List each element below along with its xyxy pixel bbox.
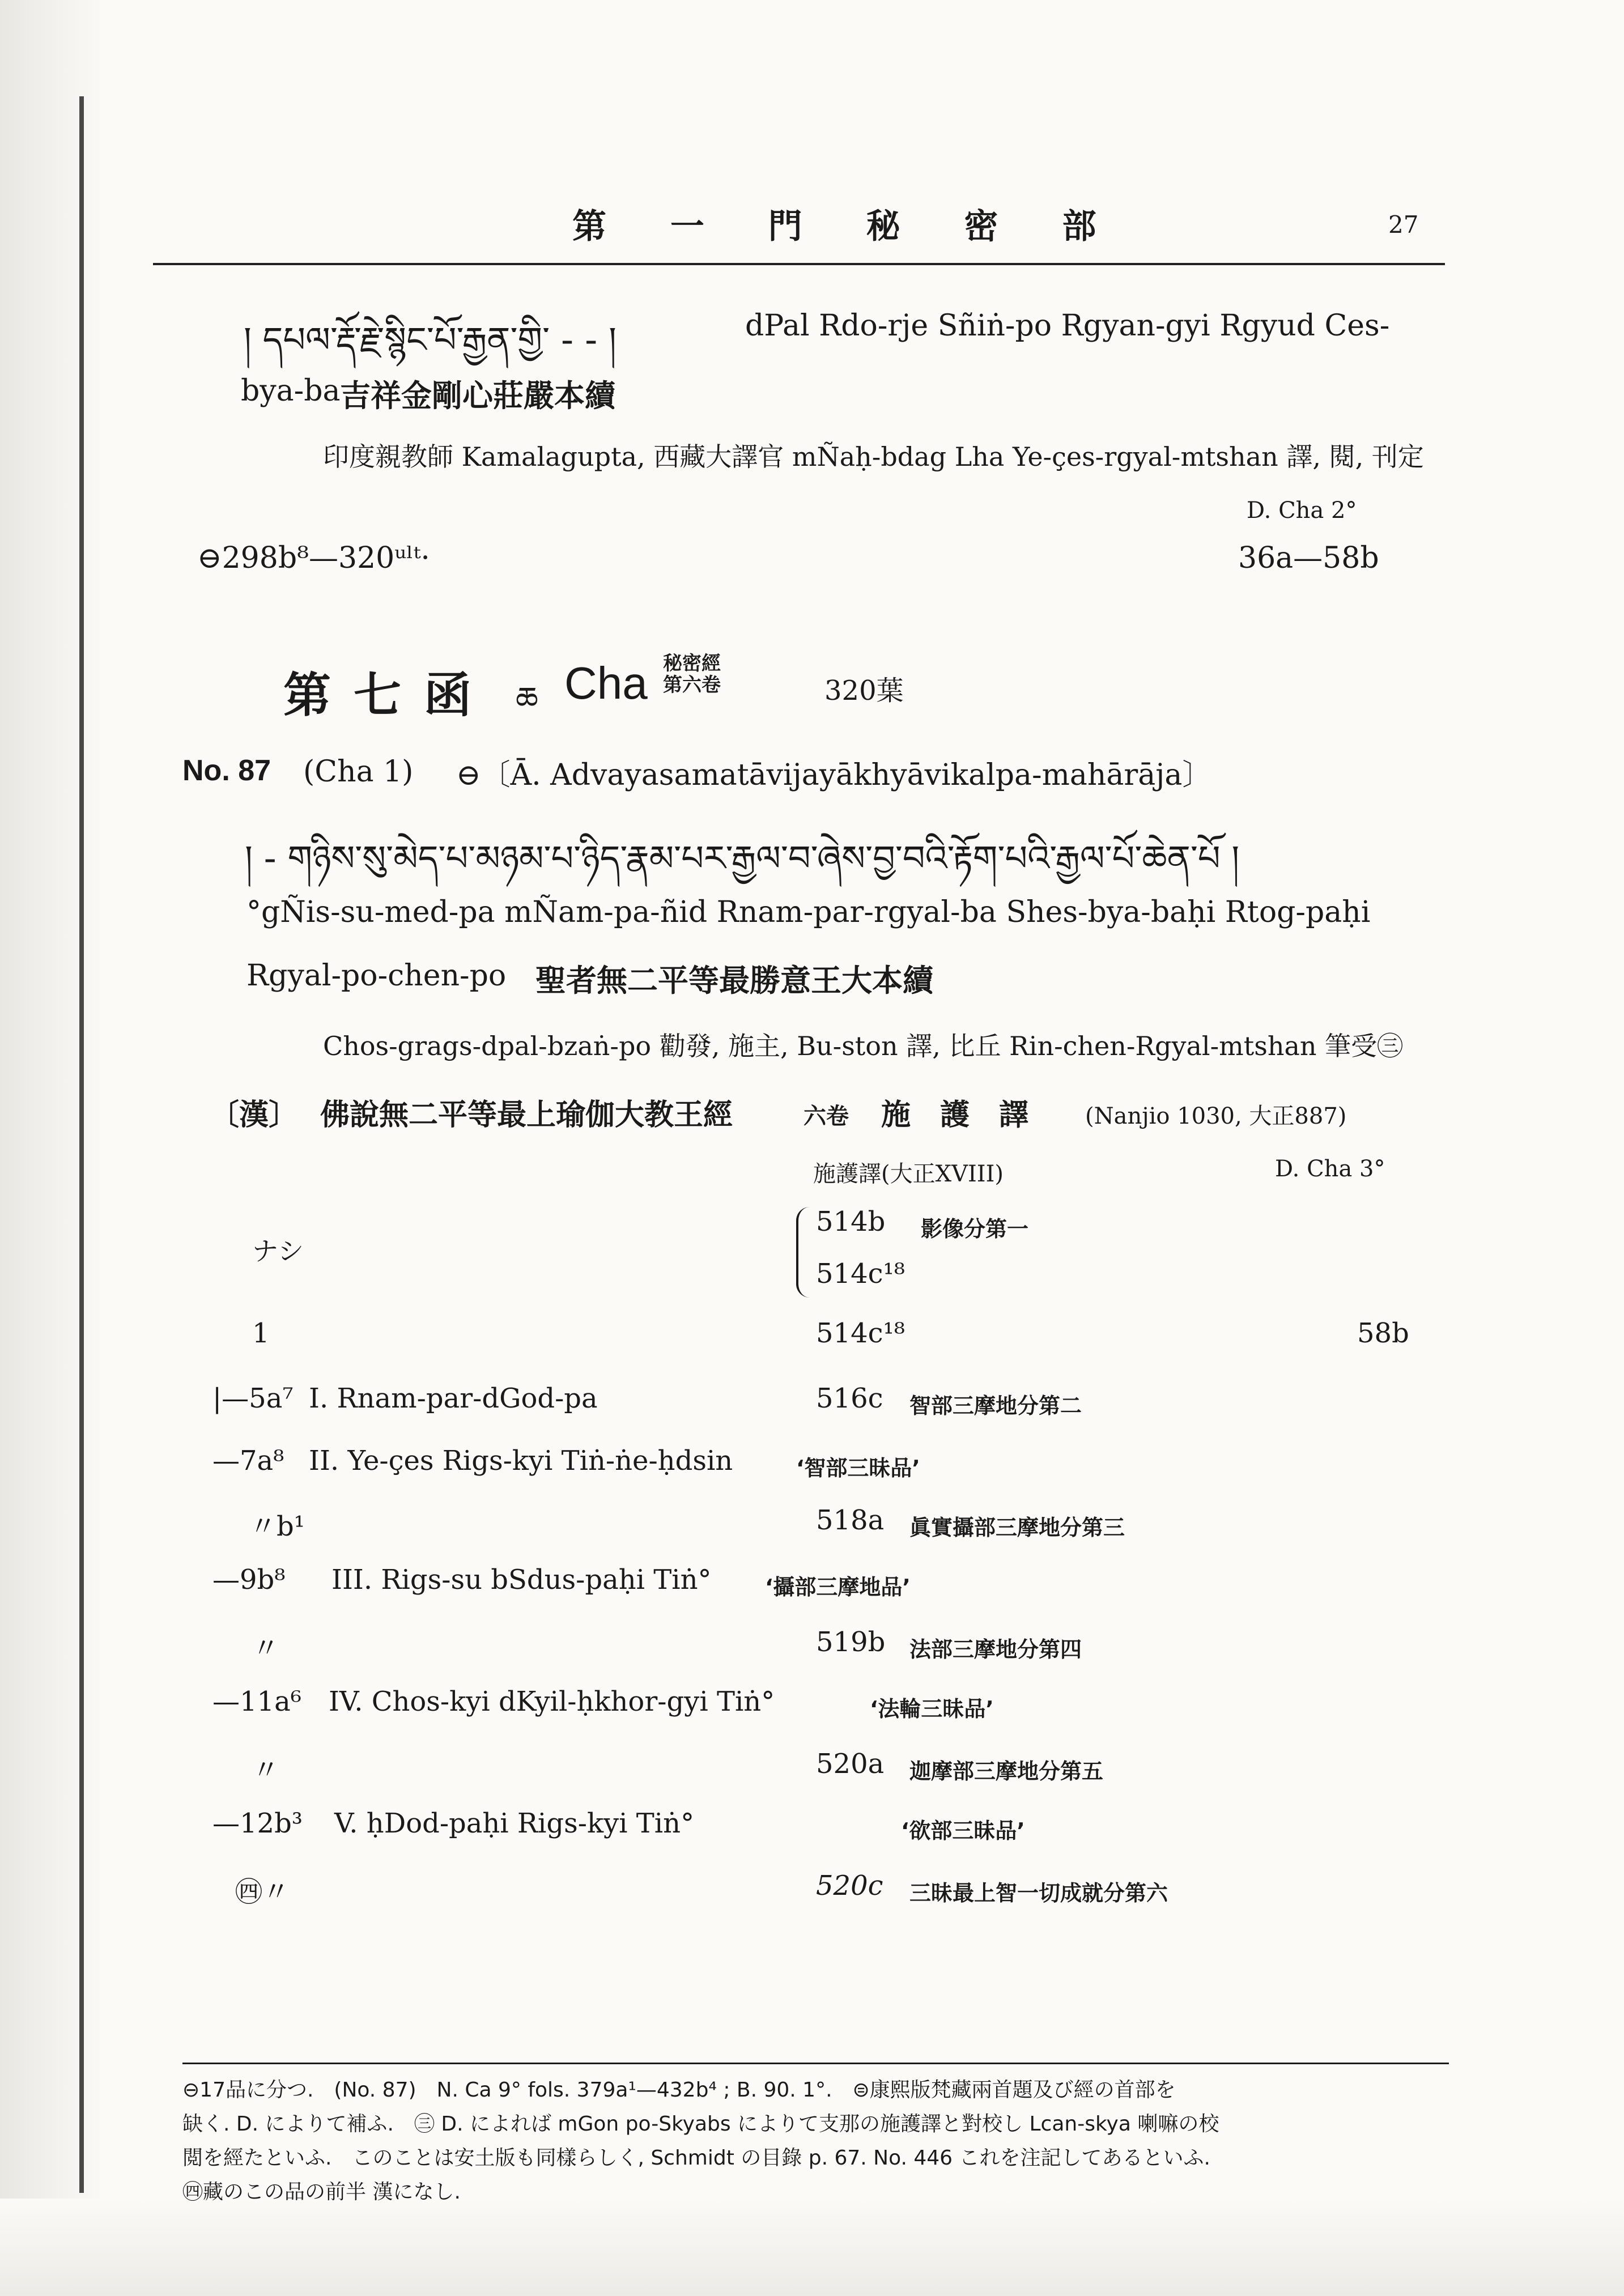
nashi-label: ナシ	[252, 1236, 304, 1266]
row-tibetan-chapter: II. Ye-çes Rigs-kyi Tiṅ-ṅe-ḥdsin	[309, 1445, 733, 1477]
footnote-line3: 閲を經たといふ. このことは安土版も同樣らしく, Schmidt の目錄 p. 67. No. 446 これを注記してあるといふ.	[182, 2146, 1210, 2170]
prev-entry-derge-range: 36a—58b	[1238, 541, 1379, 575]
row-chinese-label: 眞實攝部三摩地分第三	[909, 1515, 1125, 1540]
row-folio: —7a⁸	[212, 1445, 284, 1477]
entry-cha-ref: (Cha 1)	[303, 755, 414, 789]
row-folio: —9b⁸	[212, 1564, 286, 1596]
col-header-shih-hu: 施護譯(大正XVIII)	[813, 1161, 1004, 1187]
scan-shadow-bottom	[0, 2199, 1624, 2296]
row-folio: ㊃〃	[235, 1876, 290, 1908]
row1-tibetan-folio: 1	[252, 1317, 270, 1349]
prev-entry-translators: 印度親教師 Kamalagupta, 西藏大譯官 mÑaḥ-bdag Lha Ye-çes-rgyal-mtshan 譯, 閱, 刊定	[323, 441, 1424, 472]
footnote-rule	[182, 2063, 1449, 2064]
brace-bracket	[796, 1207, 815, 1298]
row-chinese-label: ‘法輪三昧品’	[870, 1697, 994, 1721]
brace-top-ref: 514b	[816, 1206, 886, 1238]
row-tibetan-chapter: I. Rnam-par-dGod-pa	[309, 1383, 598, 1414]
page-number: 27	[1388, 211, 1419, 239]
row1-derge-ref: 58b	[1357, 1317, 1409, 1349]
footnote-line1: ⊖17品に分つ. (No. 87) N. Ca 9° fols. 379a¹—432b⁴ ; B. 90. 1°. ⊜康熙版梵藏兩首題及び經の首部を	[182, 2078, 1176, 2102]
row-folio: 〃b¹	[249, 1511, 305, 1542]
prev-entry-romanized-line1: dPal Rdo-rje Sñiṅ-po Rgyan-gyi Rgyud Ces-	[745, 309, 1390, 343]
row-folio: —12b³	[212, 1808, 303, 1839]
volume-tibetan-letter: ཆ	[516, 681, 538, 717]
brace-bottom-ref: 514c¹⁸	[816, 1258, 905, 1290]
volume-paren-note	[663, 653, 721, 696]
row-chinese-label: ‘智部三昧品’	[796, 1456, 920, 1481]
row-chinese-label: 迦摩部三摩地分第五	[909, 1759, 1104, 1784]
footnote-line4: ㊃藏のこの品の前半 漢になし.	[182, 2180, 461, 2204]
row-chinese-label: ‘欲部三昧品’	[901, 1818, 1025, 1843]
volume-name: Cha	[564, 658, 648, 708]
row-shih-hu-ref: 519b	[816, 1626, 886, 1658]
volume-paren-line1: 秘密經	[663, 652, 721, 675]
han-tag: 〔漢〕	[210, 1098, 299, 1132]
prev-entry-chinese-title: 吉祥金剛心莊嚴本續	[340, 378, 615, 414]
row-chinese-label: 法部三摩地分第四	[909, 1637, 1082, 1662]
prev-entry-tibetan-script: ། དཔལ་རྡོ་རྗེ་སྙིང་པོ་རྒྱན་གྱི་ ‑ ‑ །	[244, 319, 617, 360]
col-header-derge: D. Cha 3°	[1275, 1156, 1385, 1182]
volume-paren-line2: 第六卷	[663, 674, 721, 696]
han-title: 佛說無二平等最上瑜伽大教王經	[320, 1098, 733, 1132]
row-shih-hu-ref: 518a	[816, 1504, 885, 1536]
row1-shih-hu-ref: 514c¹⁸	[816, 1317, 905, 1349]
binding-edge	[79, 96, 84, 2193]
running-header-title: 第 一 門 秘 密 部	[572, 207, 1123, 246]
entry-romanized-line2: Rgyal-po-chen-po	[246, 959, 507, 993]
volume-leaves: 320葉	[824, 675, 904, 707]
row-folio: 〃	[252, 1754, 280, 1786]
scan-shadow-left	[0, 0, 108, 2296]
row-tibetan-chapter: IV. Chos-kyi dKyil-ḥkhor-gyi Tiṅ°	[329, 1686, 775, 1717]
prev-entry-romanized-line2: bya-ba	[241, 374, 341, 408]
han-reference: (Nanjio 1030, 大正887)	[1085, 1103, 1347, 1129]
row-folio: 〃	[252, 1632, 280, 1664]
prev-entry-derge-ref: D. Cha 2°	[1247, 498, 1357, 524]
row-tibetan-chapter: III. Rigs-su bSdus-paḥi Tiṅ°	[331, 1564, 712, 1596]
volume-heading: 第七函	[283, 667, 495, 723]
entry-chinese-title: 聖者無二平等最勝意王大本續	[535, 963, 933, 998]
entry-romanized-line1: °gÑis-su-med-pa mÑam-pa-ñid Rnam-par-rgyal-ba Shes-bya-baḥi Rtog-paḥi	[246, 895, 1371, 929]
entry-translators: Chos-grags-dpal-bzaṅ-po 勸發, 施主, Bu-ston 譯, 比丘 Rin-chen-Rgyal-mtshan 筆受㊂	[323, 1031, 1404, 1061]
row-chinese-label: 智部三摩地分第二	[909, 1393, 1082, 1418]
header-rule	[153, 263, 1445, 265]
han-translator: 施 護 譯	[881, 1098, 1029, 1132]
row-shih-hu-ref: 520c	[816, 1870, 883, 1902]
entry-sanskrit-title: ⊖〔Ā. Advayasamatāvijayākhyāvikalpa-mahārāja〕	[456, 758, 1212, 792]
brace-top-label: 影像分第一	[921, 1217, 1029, 1241]
row-shih-hu-ref: 520a	[816, 1748, 885, 1780]
entry-number: No. 87	[182, 754, 271, 787]
han-fascicles: 六卷	[804, 1103, 849, 1129]
row-folio: —11a⁶	[212, 1686, 301, 1717]
prev-entry-folio-range: ⊖298b⁸—320ᵘˡᵗ·	[197, 541, 430, 575]
row-chinese-label: 三昧最上智一切成就分第六	[909, 1881, 1168, 1906]
row-shih-hu-ref: 516c	[816, 1383, 883, 1414]
row-tibetan-chapter: V. ḥDod-paḥi Rigs-kyi Tiṅ°	[334, 1808, 695, 1839]
row-folio: |—5a⁷	[212, 1383, 294, 1414]
footnote-line2: 缺く. D. によりて補ふ. ㊂ D. によれば mGon po-Skyabs によりて支那の施護譯と對校し Lcan-skya 喇嘛の校	[182, 2112, 1219, 2136]
entry-tibetan-script: ། ‑ གཉིས་སུ་མེད་པ་མཉམ་པ་ཉིད་རྣམ་པར་རྒྱལ་བ་ཞེས་བྱ་བའི་རྟོག་པའི་རྒྱལ་པོ་ཆེན་པོ །	[245, 837, 1240, 879]
row-chinese-label: ‘攝部三摩地品’	[765, 1575, 911, 1600]
